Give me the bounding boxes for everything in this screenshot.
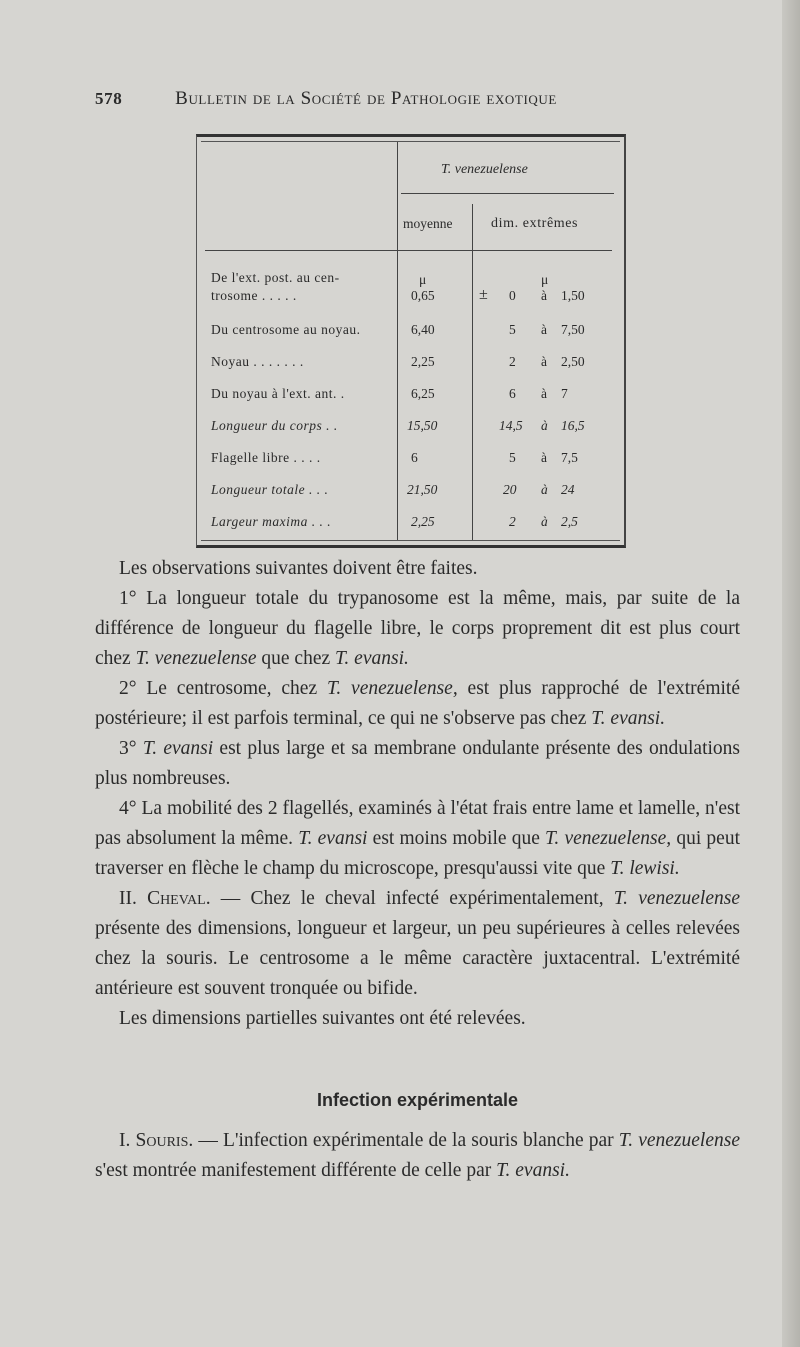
range-to: 2,50 xyxy=(561,354,585,369)
unit-range: μ xyxy=(541,272,549,287)
range-to: 7,5 xyxy=(561,450,578,465)
range-to: 16,5 xyxy=(561,418,585,433)
mean-value: 2,25 xyxy=(411,514,435,529)
mean-value: 6,40 xyxy=(411,322,435,337)
mean-value: 21,50 xyxy=(407,482,438,497)
row-label-cont: trosome . . . . . xyxy=(211,288,297,303)
range-from: 2 xyxy=(509,354,516,369)
row-label: Noyau . . . . . . . xyxy=(211,354,304,369)
group-header: T. venezuelense xyxy=(441,162,528,177)
range-to: 1,50 xyxy=(561,288,585,303)
row-label: Longueur du corps . . xyxy=(211,418,338,433)
paragraph-6: Les dimensions partielles suivantes ont été relevées. xyxy=(119,1008,526,1029)
unit-mean: μ xyxy=(419,272,427,287)
range-a: à xyxy=(541,514,548,529)
section-heading: Infection expérimentale xyxy=(316,1090,519,1110)
running-header xyxy=(95,88,655,110)
paragraph-4: 4° La mobilité des 2 flagellés, examinés à l'état frais entre lame et lamelle, n'est pas absolument la même. T. evansi est moins mobile que T. venezuelense, qui peut traverser en flèche le champ du microscope, presqu'aussi vite que T. lewisi. xyxy=(95,798,740,879)
column-header-mean: moyenne xyxy=(403,216,453,231)
row-label: Du centrosome au noyau. xyxy=(211,322,361,337)
range-from: 5 xyxy=(509,450,516,465)
range-a: à xyxy=(541,482,548,497)
range-from: 20 xyxy=(503,482,517,497)
paragraph-intro: Les observations suivantes doivent être faites. xyxy=(119,558,478,579)
paragraph-1: 1° La longueur totale du trypanosome est la même, mais, par suite de la différence de longueur du flagelle libre, le corps proprement dit est plus court chez T. venezuelense que chez T. evansi. xyxy=(95,588,740,669)
row-label: Flagelle libre . . . . xyxy=(211,450,321,465)
plus-minus: ± xyxy=(479,286,488,303)
range-a: à xyxy=(541,418,548,433)
body-text-upper xyxy=(95,554,740,1034)
page-edge-shadow xyxy=(782,0,800,1347)
range-from: 0 xyxy=(509,288,516,303)
range-a: à xyxy=(541,450,547,465)
mean-value: 6 xyxy=(411,450,418,465)
range-a: à xyxy=(541,354,547,369)
paragraph-2: 2° Le centrosome, chez T. venezuelense, est plus rapproché de l'extrémité postérieure; il est parfois terminal, ce qui ne s'observe pas chez T. evansi. xyxy=(95,678,740,729)
range-from: 2 xyxy=(509,514,516,529)
journal-title: Bulletin de la Société de Pathologie exotique xyxy=(175,88,557,109)
range-a: à xyxy=(541,322,547,337)
column-header-range: dim. extrêmes xyxy=(491,216,579,231)
range-from: 14,5 xyxy=(499,418,523,433)
range-from: 5 xyxy=(509,322,516,337)
paragraph-3: 3° T. evansi est plus large et sa membrane ondulante présente des ondulations plus nombreuses. xyxy=(95,738,740,789)
body-text-lower xyxy=(95,1126,740,1186)
row-label: Largeur maxima . . . xyxy=(211,514,332,529)
row-label: De l'ext. post. au cen- xyxy=(211,270,340,285)
row-label: Longueur totale . . . xyxy=(211,482,329,497)
mean-value: 0,65 xyxy=(411,288,435,303)
range-a: à xyxy=(541,288,547,303)
range-to: 7,50 xyxy=(561,322,585,337)
range-to: 24 xyxy=(561,482,575,497)
mean-value: 6,25 xyxy=(411,386,435,401)
row-label: Du noyau à l'ext. ant. . xyxy=(211,386,345,401)
mean-value: 2,25 xyxy=(411,354,435,369)
paragraph-5: II. Cheval. — Chez le cheval infecté expérimentalement, T. venezuelense présente des dimensions, longueur et largeur, un peu supérieures à celles relevées chez la souris. Le centrosome a le même caractère juxtacentral. L'extrémité antérieure est souvent tronquée ou bifide. xyxy=(95,888,740,999)
range-a: à xyxy=(541,386,547,401)
range-to: 2,5 xyxy=(561,514,578,529)
page-number: 578 xyxy=(95,89,123,108)
mean-value: 15,50 xyxy=(407,418,438,433)
paragraph-7: I. Souris. — L'infection expérimentale de la souris blanche par T. venezuelense s'est montrée manifestement différente de celle par T. evansi. xyxy=(95,1130,740,1181)
range-from: 6 xyxy=(509,386,516,401)
dimensions-table xyxy=(196,134,626,548)
range-to: 7 xyxy=(561,386,568,401)
